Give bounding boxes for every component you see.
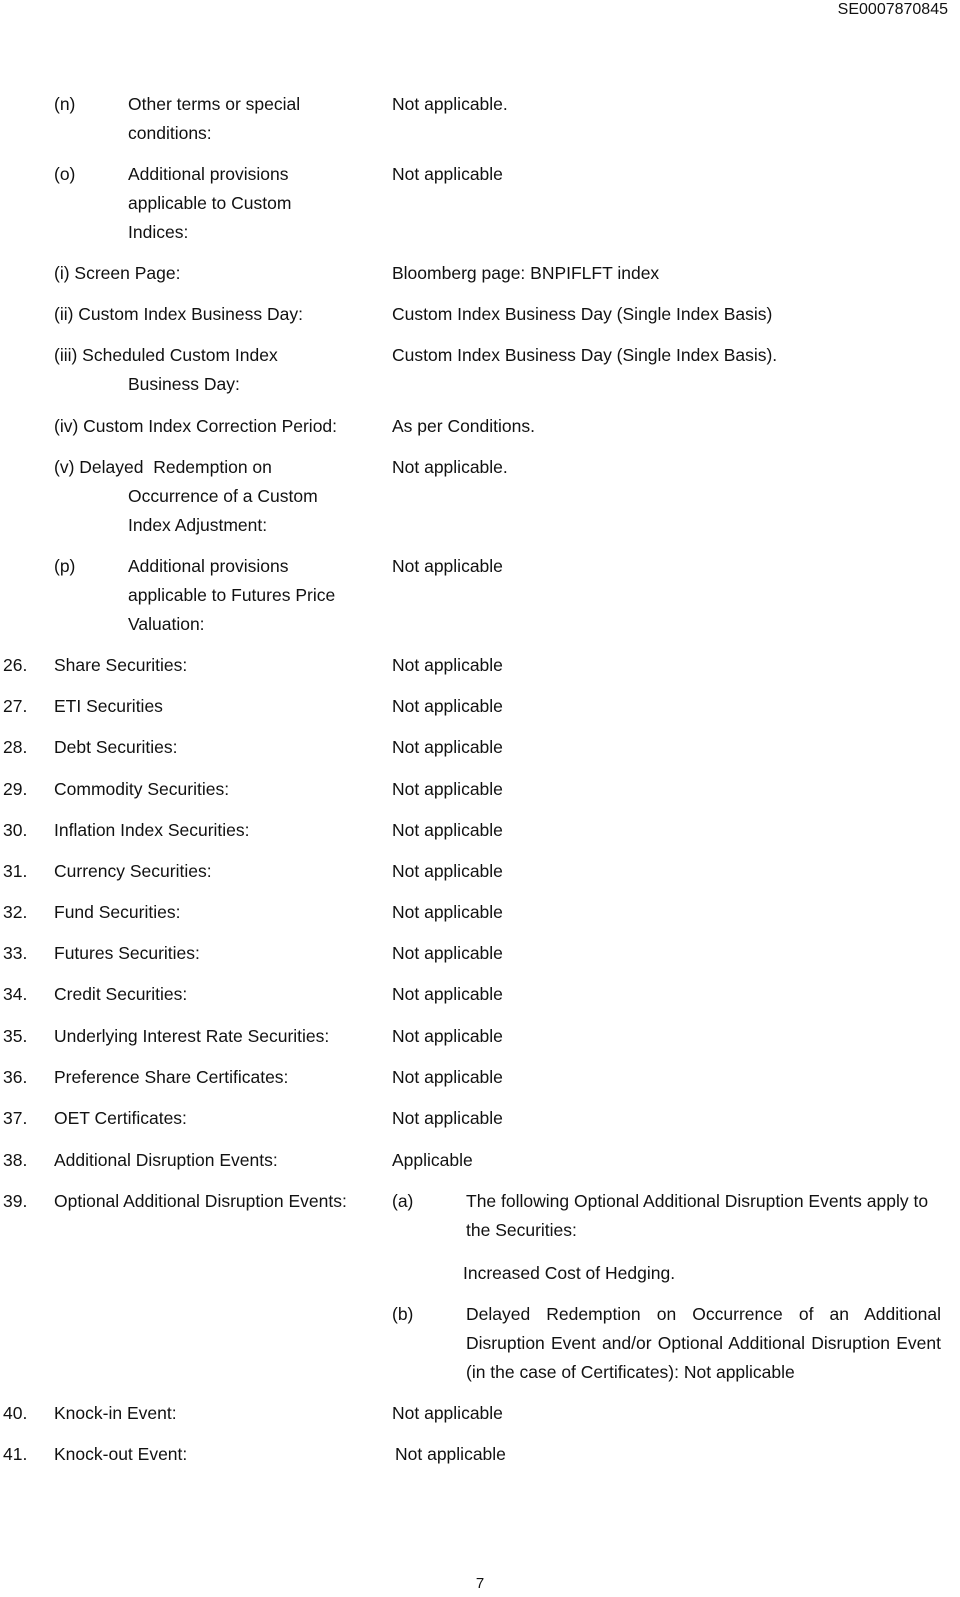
item-label: Underlying Interest Rate Securities: (54, 1026, 330, 1046)
item-39-a-sub: Increased Cost of Hedging. (463, 1263, 676, 1283)
delayed-redemption-label: Index Adjustment: (128, 515, 268, 535)
subitem-p-label: Additional provisions (128, 556, 289, 576)
document-id: SE0007870845 (837, 1, 948, 18)
item-label: Credit Securities: (54, 984, 188, 1004)
subitem-p-label: Valuation: (128, 614, 205, 634)
item-label: Futures Securities: (54, 943, 200, 963)
item-39-b-text: Delayed Redemption on Occurrence of an Additional Disruption Event and/or Optional Additional Disruption Event (in the case of Certificates): Not applicable (466, 1304, 941, 1382)
item-number: 28. (3, 737, 28, 757)
subitem-p-number: (p) (54, 556, 76, 576)
item-number: 40. (3, 1403, 28, 1423)
item-label: ETI Securities (54, 696, 163, 716)
item-value: Not applicable (392, 779, 503, 799)
delayed-redemption-label: (v) Delayed Redemption on (54, 457, 272, 477)
item-number: 37. (3, 1108, 28, 1128)
item-label: Fund Securities: (54, 902, 181, 922)
item-39-label: Optional Additional Disruption Events: (54, 1191, 347, 1211)
item-value: Not applicable (392, 984, 503, 1004)
screen-page-value: Bloomberg page: BNPIFLFT index (392, 263, 660, 283)
item-number: 29. (3, 779, 28, 799)
item-label: Debt Securities: (54, 737, 178, 757)
item-number: 41. (3, 1444, 28, 1464)
item-number: 33. (3, 943, 28, 963)
item-value: Not applicable (392, 1067, 503, 1087)
item-value: Not applicable (392, 1403, 503, 1423)
item-number: 30. (3, 820, 28, 840)
item-number: 31. (3, 861, 28, 881)
subitem-n-number: (n) (54, 94, 76, 114)
item-number: 27. (3, 696, 28, 716)
delayed-redemption-value: Not applicable. (392, 457, 508, 477)
item-label: Additional Disruption Events: (54, 1150, 278, 1170)
subitem-o-label: Additional provisions (128, 164, 289, 184)
item-value: Not applicable (392, 861, 503, 881)
subitem-o-label: Indices: (128, 222, 189, 242)
item-label: Knock-in Event: (54, 1403, 177, 1423)
scheduled-custom-index-business-day-label: (iii) Scheduled Custom Index (54, 345, 278, 365)
item-label: Currency Securities: (54, 861, 212, 881)
screen-page-label: (i) Screen Page: (54, 263, 181, 283)
item-value: Not applicable (392, 943, 503, 963)
item-label: Inflation Index Securities: (54, 820, 250, 840)
item-value: Not applicable (392, 655, 503, 675)
correction-period-value: As per Conditions. (392, 416, 535, 436)
item-number: 36. (3, 1067, 28, 1087)
subitem-n-value: Not applicable. (392, 94, 508, 114)
item-number: 32. (3, 902, 28, 922)
subitem-p-value: Not applicable (392, 556, 503, 576)
correction-period-label: (iv) Custom Index Correction Period: (54, 416, 338, 436)
item-value: Not applicable (392, 902, 503, 922)
subitem-o-value: Not applicable (392, 164, 503, 184)
item-value: Not applicable (395, 1444, 506, 1464)
item-39-a-number: (a) (392, 1191, 414, 1211)
item-39-a-text: The following Optional Additional Disruption Events apply to the Securities: (466, 1191, 929, 1240)
item-label: Commodity Securities: (54, 779, 230, 799)
item-value: Not applicable (392, 696, 503, 716)
page-number: 7 (475, 1575, 485, 1592)
item-label: OET Certificates: (54, 1108, 187, 1128)
subitem-p-label: applicable to Futures Price (128, 585, 336, 605)
custom-index-business-day-label: (ii) Custom Index Business Day: (54, 304, 303, 324)
delayed-redemption-label: Occurrence of a Custom (128, 486, 318, 506)
scheduled-custom-index-business-day-value: Custom Index Business Day (Single Index Basis). (392, 345, 778, 365)
subitem-o-label: applicable to Custom (128, 193, 292, 213)
item-number: 38. (3, 1150, 28, 1170)
item-39-b-number: (b) (392, 1304, 414, 1324)
item-label: Preference Share Certificates: (54, 1067, 289, 1087)
item-value: Not applicable (392, 737, 503, 757)
item-value: Not applicable (392, 820, 503, 840)
item-label: Knock-out Event: (54, 1444, 188, 1464)
item-number: 35. (3, 1026, 28, 1046)
item-number: 34. (3, 984, 28, 1004)
custom-index-business-day-value: Custom Index Business Day (Single Index Basis) (392, 304, 773, 324)
item-value: Not applicable (392, 1108, 503, 1128)
subitem-o-number: (o) (54, 164, 76, 184)
item-number: 26. (3, 655, 28, 675)
item-value: Applicable (392, 1150, 473, 1170)
subitem-n-label: conditions: (128, 123, 212, 143)
item-39-number: 39. (3, 1191, 28, 1211)
scheduled-custom-index-business-day-label: Business Day: (128, 374, 240, 394)
item-label: Share Securities: (54, 655, 188, 675)
subitem-n-label: Other terms or special (128, 94, 301, 114)
item-value: Not applicable (392, 1026, 503, 1046)
